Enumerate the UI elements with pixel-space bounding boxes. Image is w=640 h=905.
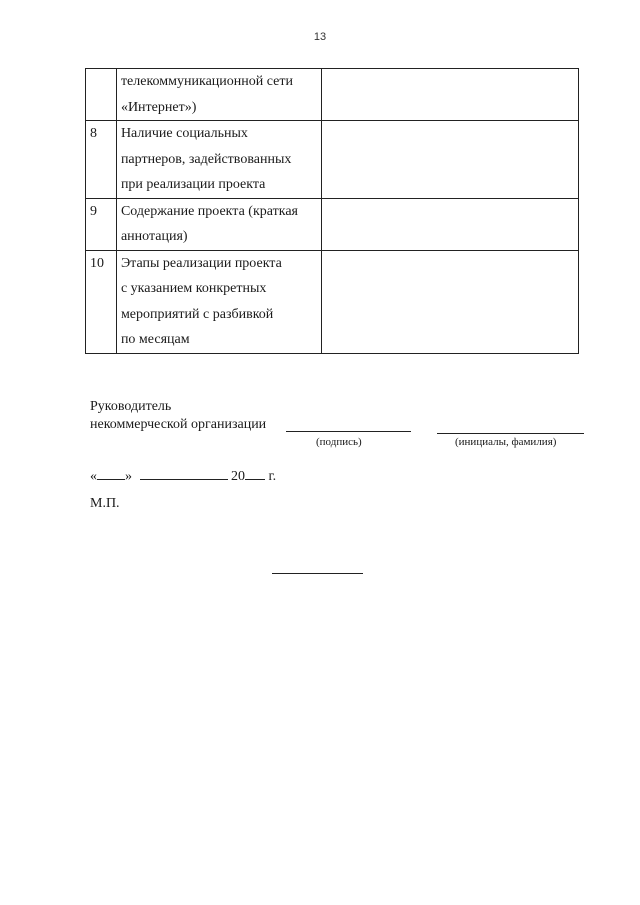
- row-label: [116, 69, 321, 121]
- project-info-table: [85, 68, 579, 354]
- signature-block: [90, 398, 266, 434]
- label-line: аннотация): [120, 229, 188, 244]
- signature-role-line1: Руководитель: [90, 399, 172, 414]
- label-line: партнеров, задействованных: [120, 151, 292, 167]
- row-value[interactable]: [321, 250, 578, 353]
- row-value[interactable]: [321, 198, 578, 250]
- year-prefix: 20: [231, 469, 245, 484]
- table-row: [86, 69, 579, 121]
- row-label: [116, 198, 321, 250]
- label-line: Наличие социальных: [120, 126, 248, 141]
- label-line: Содержание проекта (краткая: [120, 203, 298, 219]
- row-number: 10: [86, 250, 117, 353]
- signature-caption: (подпись): [316, 436, 362, 448]
- label-line: по месяцам: [120, 332, 190, 347]
- date-line: [90, 466, 276, 486]
- label-line: «Интернет»): [120, 99, 197, 115]
- label-line: с указанием конкретных: [120, 281, 267, 296]
- table-row: [86, 121, 579, 199]
- row-value[interactable]: [321, 69, 578, 121]
- table-row: [86, 250, 579, 353]
- day-blank[interactable]: [97, 466, 125, 480]
- row-label: [116, 121, 321, 199]
- month-blank[interactable]: [140, 466, 228, 480]
- year-blank[interactable]: [245, 466, 265, 480]
- stamp-label: М.П.: [90, 496, 120, 511]
- label-line: при реализации проекта: [120, 177, 266, 192]
- row-label: [116, 250, 321, 353]
- page-number: 13: [313, 31, 327, 43]
- date-close-quote: »: [125, 469, 132, 484]
- row-number: [86, 69, 117, 121]
- name-caption: (инициалы, фамилия): [455, 436, 557, 448]
- row-number: 9: [86, 198, 117, 250]
- row-value[interactable]: [321, 121, 578, 199]
- row-number: 8: [86, 121, 117, 199]
- date-open-quote: «: [90, 469, 97, 484]
- end-rule: [272, 573, 363, 574]
- label-line: телекоммуникационной сети: [120, 74, 293, 89]
- label-line: Этапы реализации проекта: [120, 255, 282, 271]
- table-row: [86, 198, 579, 250]
- year-suffix: г.: [268, 469, 277, 484]
- signature-blank[interactable]: [286, 430, 411, 432]
- signature-role-line2: некоммерческой организации: [90, 417, 267, 432]
- name-blank[interactable]: [437, 432, 584, 434]
- label-line: мероприятий с разбивкой: [120, 306, 274, 322]
